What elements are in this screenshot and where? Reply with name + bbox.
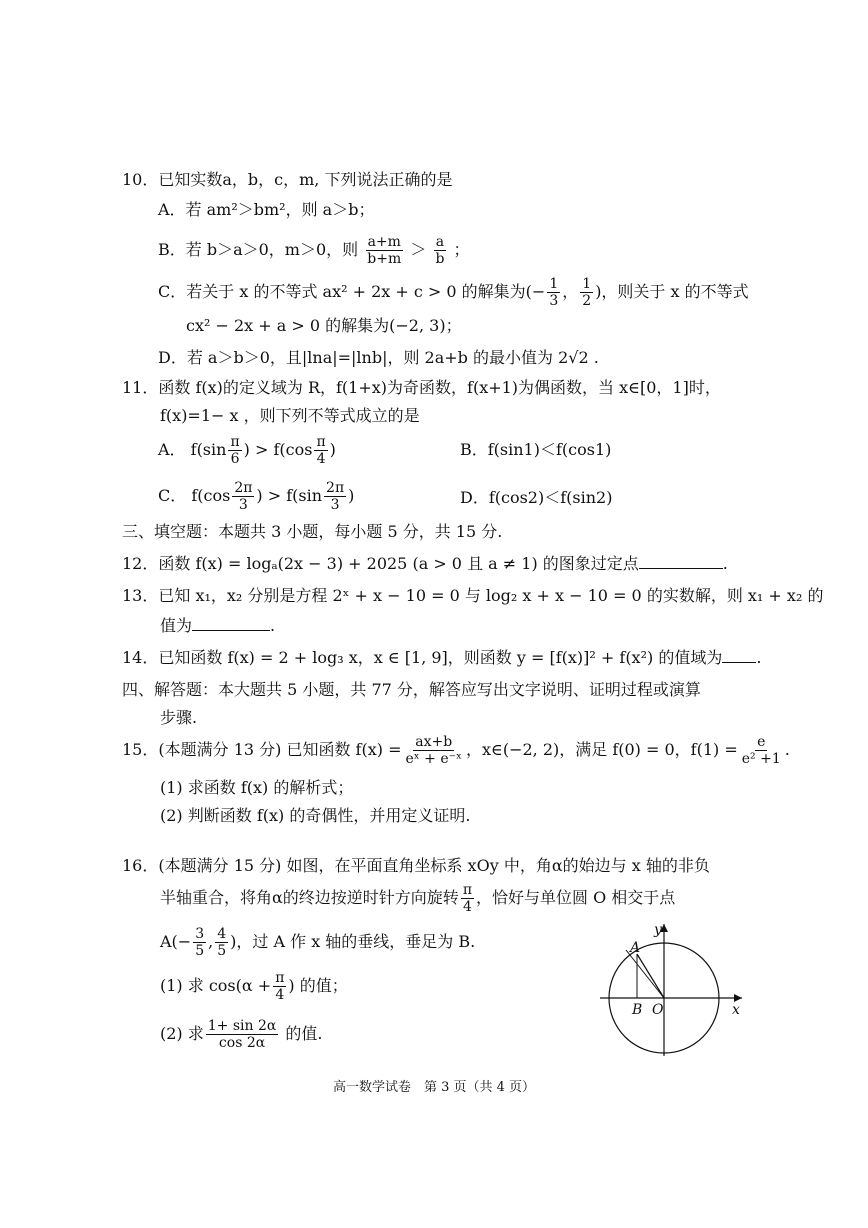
unit-circle-figure	[596, 920, 746, 1060]
section-4-heading: 四、解答题：本大题共 5 小题，共 77 分，解答应写出文字说明、证明过程或演算	[122, 680, 701, 699]
q15-part-2: (2) 判断函数 f(x) 的奇偶性，并用定义证明.	[160, 806, 471, 825]
q12-answer-blank	[639, 552, 723, 569]
q16-part-1: (1) 求 cos(α + $\frac{\pi}{4}$ ) 的值；	[160, 970, 348, 1003]
q15-part-1: (1) 求函数 f(x) 的解析式；	[160, 778, 354, 797]
q13-line-1: 13．已知 x₁，x₂ 分别是方程 2ˣ + x − 10 = 0 与 log₂ x + x − 10 = 0 的实数解，则 x₁ + x₂ 的	[122, 586, 824, 605]
q14-answer-blank	[722, 646, 756, 663]
section-3-heading: 三、填空题：本题共 3 小题，每小题 5 分，共 15 分.	[122, 522, 503, 541]
x-axis-arrow	[734, 994, 742, 1002]
rotated-side	[626, 950, 664, 998]
q11-option-c: C． f(cos $\frac{2\pi}{3}$ ) > f(sin $\frac{2\pi}{3}$ )	[158, 480, 355, 513]
q15-stem: 15．(本题满分 13 分) 已知函数 f(x) = $\frac{ax+b}{\text{eˣ + e⁻ˣ}}$ ，x∈(−2, 2)，满足 f(0) = 0，f(1) = $\frac{e}{\text{e² +1}}$ .	[122, 734, 790, 767]
q10-b-text: B．若 b＞a＞0，m＞0，则	[158, 240, 359, 259]
point-a-label: A	[630, 940, 641, 956]
q10-b-frac2: $\frac{a}{b}$	[435, 234, 445, 267]
q12: 12．函数 f(x) = logₐ(2x − 3) + 2025 (a > 0 且 a ≠ 1) 的图象过定点 .	[122, 554, 728, 573]
q10-option-c-line2: cx² − 2x + a > 0 的解集为(−2, 3)；	[186, 316, 462, 335]
section-4-heading-2: 步骤.	[160, 708, 198, 727]
q10-b-frac1: $\frac{a+m}{b+m}$	[367, 234, 402, 267]
q11-option-d: D．f(cos2)＜f(sin2)	[460, 488, 613, 507]
q14: 14．已知函数 f(x) = 2 + log₃ x，x ∈ [1, 9]，则函数 y = [f(x)]² + f(x²) 的值域为 .	[122, 648, 762, 667]
q13-line-2: 值为 .	[160, 616, 276, 635]
q11-stem-1: 11．函数 f(x)的定义域为 R，f(1+x)为奇函数，f(x+1)为偶函数，当 x∈[0，1]时，	[122, 378, 721, 397]
q10-option-a: A．若 am²＞bm²，则 a＞b；	[158, 200, 375, 219]
q11-option-a: A． f(sin $\frac{\pi}{6}$ ) > f(cos $\frac{\pi}{4}$ )	[158, 434, 336, 467]
terminal-side	[637, 954, 664, 998]
q10-stem: 10．已知实数a，b，c，m, 下列说法正确的是	[122, 170, 453, 189]
q10-option-d: D．若 a＞b＞0，且|lna|=|lnb|，则 2a+b 的最小值为 2√2 .	[158, 348, 599, 367]
q16-point-a: A(− $\frac{3}{5}$ , $\frac{4}{5}$ )，过 A 作 x 轴的垂线，垂足为 B.	[160, 926, 476, 959]
page-footer: 高一数学试卷 第 3 页（共 4 页）	[332, 1080, 536, 1095]
q11-stem-2: f(x)=1− x ，则下列不等式成立的是	[160, 406, 420, 425]
q10-option-c: C．若关于 x 的不等式 ax² + 2x + c > 0 的解集为(− $\frac{1}{3}$ ， $\frac{1}{2}$ )，则关于 x 的不等式	[158, 276, 749, 309]
x-axis-label: x	[732, 1002, 740, 1018]
q16-part-2: (2) 求 $\frac{1+ \sin 2\alpha}{\cos 2\alpha}$ 的值.	[160, 1018, 323, 1051]
q16-line-1: 16．(本题满分 15 分) 如图，在平面直角坐标系 xOy 中，角α的始边与 x 轴的非负	[122, 856, 710, 875]
q13-answer-blank	[192, 614, 270, 631]
q10-option-b: B．若 b＞a＞0，m＞0，则 $\frac{a+m}{b+m}$ ＞ $\frac{a}{b}$ ；	[158, 234, 470, 267]
origin-label: O	[652, 1002, 664, 1018]
point-b-label: B	[632, 1002, 643, 1018]
q11-option-b: B．f(sin1)＜f(cos1)	[460, 440, 612, 459]
y-axis-label: y	[654, 922, 662, 938]
q16-line-2: 半轴重合，将角α的终边按逆时针方向旋转 $\frac{\pi}{4}$ ，恰好与单位圆 O 相交于点	[160, 882, 676, 915]
